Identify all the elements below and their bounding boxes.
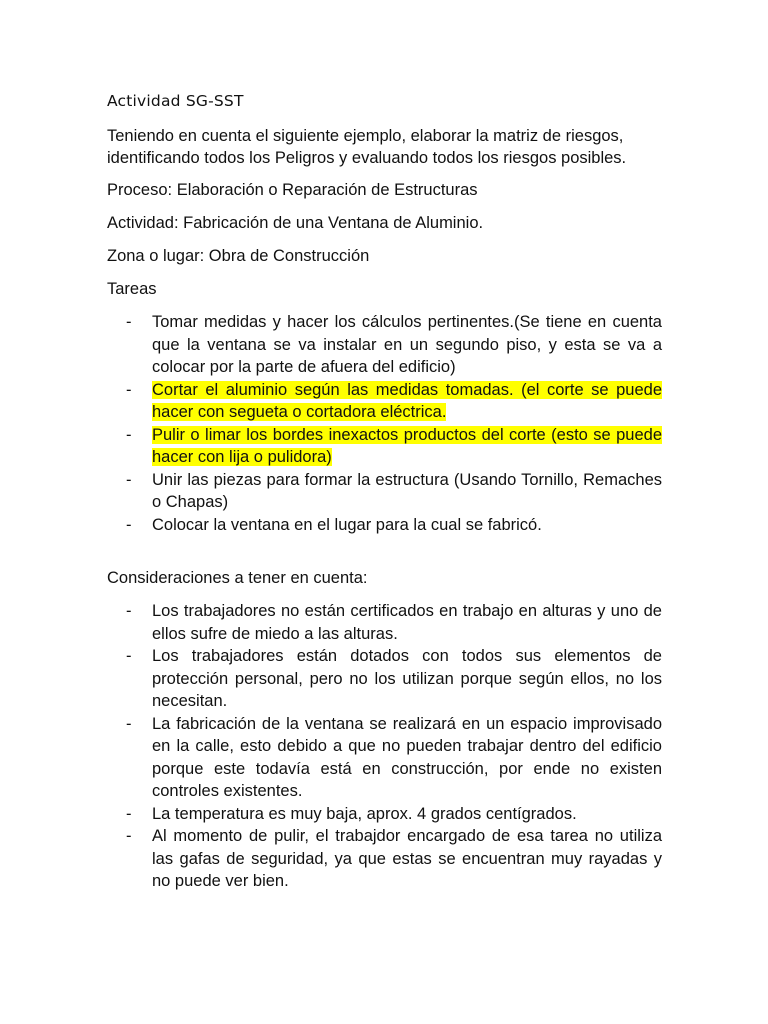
list-item: [107, 311, 662, 379]
list-item: [107, 469, 662, 514]
document-heading: Actividad SG-SST: [107, 92, 244, 110]
task-text: Colocar la ventana en el lugar para la cual se fabricó.: [152, 515, 542, 534]
tareas-title: Tareas: [107, 280, 157, 298]
list-item: [107, 424, 662, 469]
consideration-text: La temperatura es muy baja, aprox. 4 grados centígrados.: [152, 804, 577, 823]
list-item: [107, 825, 662, 893]
intro-paragraph: Teniendo en cuenta el siguiente ejemplo, elaborar la matriz de riesgos, identificando todos los Peligros y evaluando todos los riesgos posibles.: [107, 127, 627, 167]
bullet-dash: -: [126, 827, 132, 845]
bullet-dash: -: [126, 602, 132, 620]
consideraciones-list: [107, 600, 662, 893]
list-item: [107, 713, 662, 803]
task-text-highlighted: Pulir o limar los bordes inexactos productos del corte (esto se puede hacer con lija o pulidora): [152, 425, 662, 466]
bullet-dash: -: [126, 313, 132, 331]
bullet-dash: -: [126, 714, 132, 733]
task-text: Tomar medidas y hacer los cálculos pertinentes.(Se tiene en cuenta que la ventana se va instalar en un segundo piso, y esta se va a colocar por la parte de afuera del edificio): [152, 313, 662, 376]
list-item: [107, 379, 662, 424]
consideration-text: Al momento de pulir, el trabajdor encargado de esa tarea no utiliza las gafas de seguridad, ya que estas se encuentran muy rayadas y no puede ver bien.: [152, 827, 662, 890]
bullet-dash: -: [126, 515, 132, 534]
bullet-dash: -: [126, 425, 132, 444]
zona-line: Zona o lugar: Obra de Construcción: [107, 247, 370, 265]
actividad-line: Actividad: Fabricación de una Ventana de Aluminio.: [107, 214, 484, 232]
consideration-text: La fabricación de la ventana se realizará en un espacio improvisado en la calle, esto debido a que no pueden trabajar dentro del edificio porque este todavía está en construcción, por ende no existen controles existentes.: [152, 714, 662, 800]
bullet-dash: -: [126, 647, 132, 665]
bullet-dash: -: [126, 380, 132, 399]
list-item: [107, 803, 662, 826]
list-item: [107, 514, 662, 537]
list-item: [107, 600, 662, 645]
task-text-highlighted: Cortar el aluminio según las medidas tomadas. (el corte se puede hacer con segueta o cortadora eléctrica.: [152, 380, 662, 421]
list-item: [107, 645, 662, 713]
bullet-dash: -: [126, 470, 132, 489]
bullet-dash: -: [126, 804, 132, 823]
task-text: Unir las piezas para formar la estructura (Usando Tornillo, Remaches o Chapas): [152, 470, 662, 511]
consideration-text: Los trabajadores están dotados con todos sus elementos de protección personal, pero no los utilizan porque según ellos, no los necesitan.: [152, 647, 662, 710]
consideration-text: Los trabajadores no están certificados en trabajo en alturas y uno de ellos sufre de miedo a las alturas.: [152, 602, 662, 643]
tareas-list: [107, 311, 662, 536]
proceso-line: Proceso: Elaboración o Reparación de Estructuras: [107, 181, 478, 199]
consideraciones-title: Consideraciones a tener en cuenta:: [107, 569, 368, 587]
